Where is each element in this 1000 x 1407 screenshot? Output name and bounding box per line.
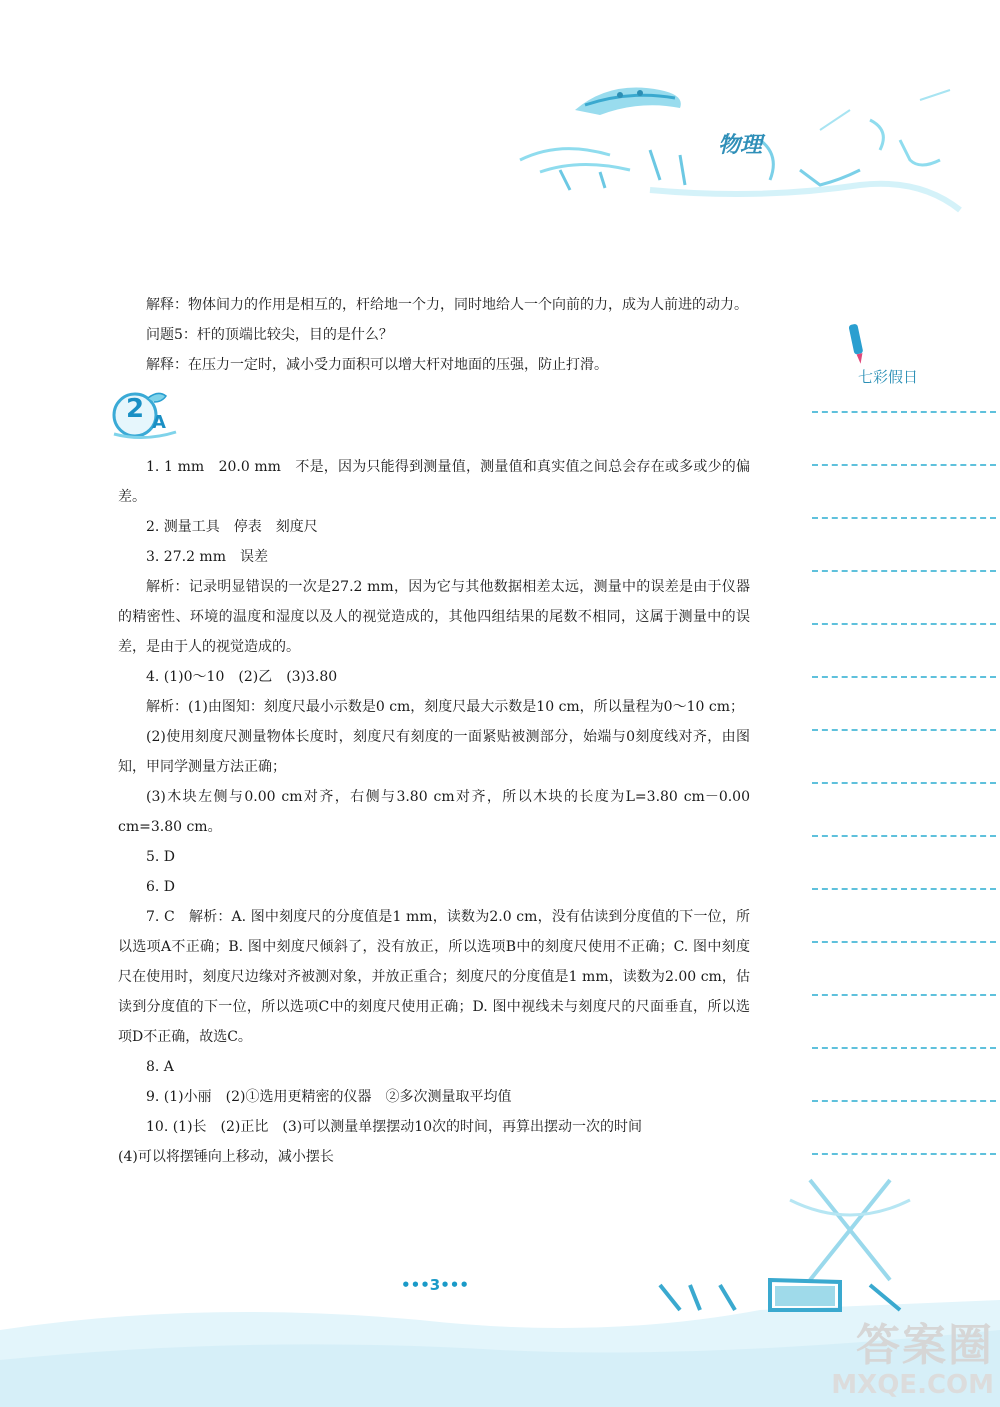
page-number: •••3••• [401,1276,469,1294]
bottom-sketch-decoration [640,1160,940,1330]
answer-item: 1. 1 mm 20.0 mm 不是，因为只能得到测量值，测量值和真实值之间总会存在或多或少的偏差。 [118,459,750,505]
answer-explanation: (3)木块左侧与0.00 cm对齐，右侧与3.80 cm对齐，所以木块的长度为L=3.80 cm－0.00 cm=3.80 cm。 [118,789,750,835]
explanation-paragraph: 解释：在压力一定时，减小受力面积可以增大杆对地面的压强，防止打滑。 [146,357,608,373]
note-line [812,517,996,519]
answer-item: 10. (1)长 (2)正比 (3)可以测量单摆摆动10次的时间，再算出摆动一次的时间 [146,1119,643,1135]
sidebar-label: 七彩假日 [858,368,919,386]
answer-item: 2. 测量工具 停表 刻度尺 [146,519,318,535]
answer-item: 6. D [146,879,176,895]
answer-item: 8. A [146,1059,174,1075]
answer-item: (4)可以将摆锤向上移动，减小摆长 [118,1149,334,1165]
note-line [812,676,996,678]
section-badge [104,382,750,448]
note-line [812,782,996,784]
note-line [812,835,996,837]
section-number: 2 [125,394,145,424]
watermark [762,1322,994,1402]
watermark-site: MXQE.COM [831,1370,994,1400]
explanation-paragraph: 解释：物体间力的作用是相互的，杆给地一个力，同时地给人一个向前的力，成为人前进的动力。 [146,297,748,313]
answer-item: 3. 27.2 mm 误差 [146,549,268,565]
answer-explanation: 解析：记录明显错误的一次是27.2 mm，因为它与其他数据相差太远，测量中的误差是由于仪器的精密性、环境的温度和湿度以及人的视觉造成的，其他四组结果的尾数不相同，这属于测量中的误差，是由于人的视觉造成的。 [118,579,750,655]
note-line [812,729,996,731]
answer-content [118,290,750,1172]
note-line [812,464,996,466]
note-line [812,623,996,625]
note-line [812,411,996,413]
note-line [812,1153,996,1155]
answer-explanation: 解析：(1)由图知：刻度尺最小示数是0 cm，刻度尺最大示数是10 cm，所以量程为0～10 cm； [146,699,744,715]
answer-item: 7. C 解析：A. 图中刻度尺的分度值是1 mm，读数为2.0 cm，没有估读到分度值的下一位，所以选项A不正确；B. 图中刻度尺倾斜了，没有放正，所以选项B中的刻度尺使用不正确；C. 图中刻度尺在使用时，刻度尺边缘对齐被测对象，并放正重合；刻度尺的分度值是1 mm，读数为2.00 cm，估读到分度值的下一位，所以选项C中的刻度尺使用正确；D. 图中视线未与刻度尺的尺面垂直，所以选项D不正确，故选C。 [118,909,750,1045]
note-line [812,994,996,996]
note-line [812,941,996,943]
answer-explanation: (2)使用刻度尺测量物体长度时，刻度尺有刻度的一面紧贴被测部分，始端与0刻度线对齐，由图知，甲同学测量方法正确； [118,729,750,775]
answer-item: 5. D [146,849,176,865]
question-paragraph: 问题5：杆的顶端比较尖，目的是什么？ [146,327,393,343]
section-letter: A [152,412,166,433]
subject-title: 物理 [718,133,763,158]
answer-item: 9. (1)小丽 (2)①选用更精密的仪器 ②多次测量取平均值 [146,1089,512,1105]
pen-icon [846,322,868,368]
answer-item: 4. (1)0～10 (2)乙 (3)3.80 [146,669,338,685]
note-line [812,888,996,890]
note-line [812,1047,996,1049]
note-line [812,1100,996,1102]
watermark-logo: 答案圈 [856,1320,994,1371]
note-line [812,570,996,572]
